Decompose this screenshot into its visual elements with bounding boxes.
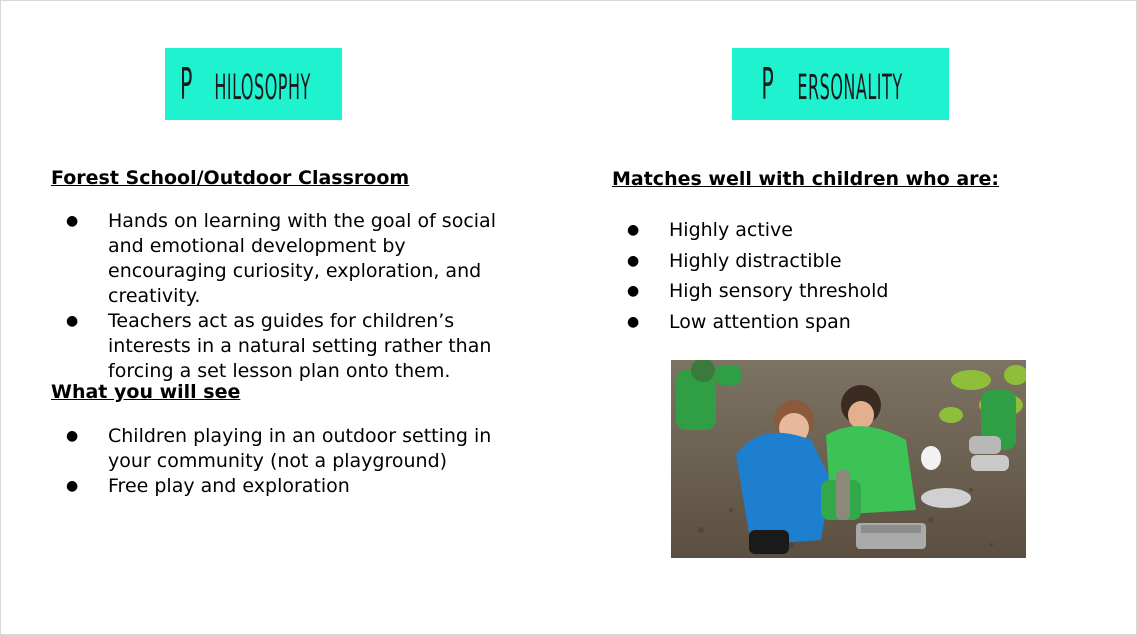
what-you-will-see-heading: What you will see xyxy=(51,381,241,403)
philosophy-title-rest: HILOSOPHY xyxy=(214,67,311,108)
list-item: ● Children playing in an outdoor setting in your community (not a playground) xyxy=(51,424,531,474)
list-item: ● Highly active xyxy=(612,215,1012,246)
philosophy-title xyxy=(165,48,342,120)
personality-title-initial: P xyxy=(760,58,774,110)
list-item: ● Teachers act as guides for children’s interests in a natural setting rather than forcing a set lesson plan onto them. xyxy=(51,309,521,384)
list-item: ● Free play and exploration xyxy=(51,474,531,499)
what-you-will-see-list xyxy=(51,424,531,499)
forest-school-list xyxy=(51,209,521,384)
personality-title xyxy=(732,48,949,120)
forest-school-heading: Forest School/Outdoor Classroom xyxy=(51,167,410,189)
philosophy-title-initial: P xyxy=(180,58,193,110)
list-item: ● High sensory threshold xyxy=(612,276,1012,307)
list-item: ● Hands on learning with the goal of social and emotional development by encouraging curiosity, exploration, and creativity. xyxy=(51,209,521,309)
list-item: ● Low attention span xyxy=(612,307,1012,338)
children-playing-photo xyxy=(671,360,1026,558)
list-item: ● Highly distractible xyxy=(612,246,1012,277)
matches-list xyxy=(612,215,1012,337)
personality-title-rest: ERSONALITY xyxy=(796,67,903,108)
matches-heading: Matches well with children who are: xyxy=(612,168,1000,190)
